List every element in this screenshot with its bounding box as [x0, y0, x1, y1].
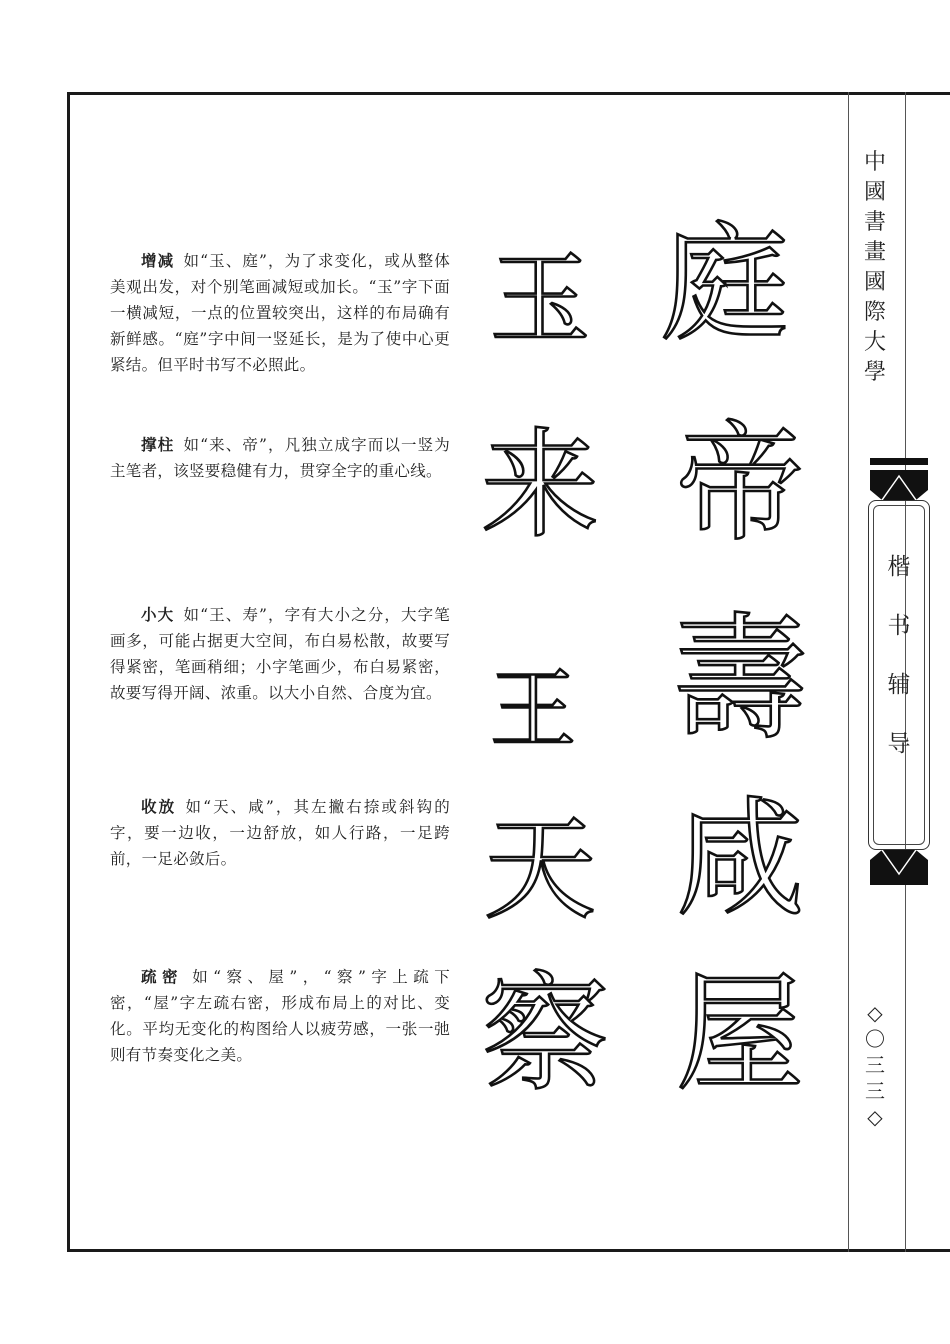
section-paragraph-chengzhu	[110, 432, 450, 484]
glyph-tian: 天	[484, 805, 596, 935]
section-heading: 疏密	[141, 967, 183, 986]
glyph-wang: 王	[490, 660, 576, 760]
series-title	[857, 148, 893, 388]
page-number-char: 三	[865, 1053, 885, 1077]
section-label-char: 导	[887, 731, 911, 757]
section-heading: 收放	[141, 797, 177, 816]
cartouche-top-bar	[870, 458, 928, 465]
section-label-char: 楷	[887, 554, 911, 580]
section-label-char: 辅	[887, 672, 911, 698]
section-text: 如“天、咸”，其左撇右捺或斜钩的字，要一边收，一边舒放，如人行路，一足跨前，一足必敛后。	[110, 797, 450, 868]
section-heading: 小大	[141, 605, 175, 624]
section-heading: 增减	[141, 251, 175, 270]
series-title-char: 學	[863, 360, 886, 385]
section-heading: 撑柱	[141, 435, 175, 454]
cartouche-bottom-ornament	[870, 850, 928, 880]
section-paragraph-zengjian	[110, 248, 450, 378]
section-text: 如“王、寿”，字有大小之分，大字笔画多，可能占据更大空间，布白易松散，故要写得紧密，笔画稍细；小字笔画少，布白易紧密，故要写得开阔、浓重。以大小自然、合度为宜。	[110, 605, 450, 702]
section-paragraph-shumi	[110, 964, 450, 1068]
series-title-char: 大	[863, 330, 886, 355]
page-number-char: 三	[865, 1079, 885, 1103]
margin-rule-left	[848, 92, 849, 1252]
glyph-cha: 察	[480, 960, 609, 1109]
page-number-char: 〇	[865, 1027, 885, 1051]
section-label-char: 书	[887, 613, 911, 639]
glyph-yu: 玉	[490, 241, 590, 358]
section-text: 如“察、屋”，“察”字上疏下密，“屋”字左疏右密，形成布局上的对比、变化。平均无变化的构图给人以疲劳感，一张一弛则有节奏变化之美。	[110, 967, 450, 1064]
glyph-lai: 来	[480, 416, 599, 554]
series-title-char: 際	[863, 300, 886, 325]
glyph-wu: 屋	[675, 960, 804, 1109]
section-label	[873, 538, 925, 774]
section-paragraph-xiaoda	[110, 602, 450, 706]
glyph-ting: 庭	[660, 210, 789, 359]
section-text: 如“玉、庭”，为了求变化，或从整体美观出发，对个别笔画减短或加长。“玉”字下面一横减短，一点的位置较突出，这样的布局确有新鲜感。“庭”字中间一竖延长，是为了使中心更紧结。但平时书写不必照此。	[110, 251, 450, 374]
page-number	[857, 1000, 893, 1130]
series-title-char: 中	[863, 150, 886, 175]
series-title-char: 書	[863, 210, 886, 235]
glyph-shou: 壽	[672, 601, 808, 759]
section-paragraph-shoufang	[110, 794, 450, 872]
cartouche-bottom-bar	[870, 878, 928, 885]
glyph-di: 帝	[675, 410, 804, 559]
page-number-ornament: ◇	[867, 1001, 883, 1025]
glyph-xian: 咸	[675, 785, 804, 934]
series-title-char: 國	[863, 180, 886, 205]
series-title-char: 國	[863, 270, 886, 295]
series-title-char: 畫	[863, 240, 886, 265]
section-text: 如“来、帝”，凡独立成字而以一竖为主笔者，该竖要稳健有力，贯穿全字的重心线。	[110, 435, 450, 480]
page-number-ornament: ◇	[867, 1105, 883, 1129]
cartouche-top-ornament	[870, 470, 928, 500]
